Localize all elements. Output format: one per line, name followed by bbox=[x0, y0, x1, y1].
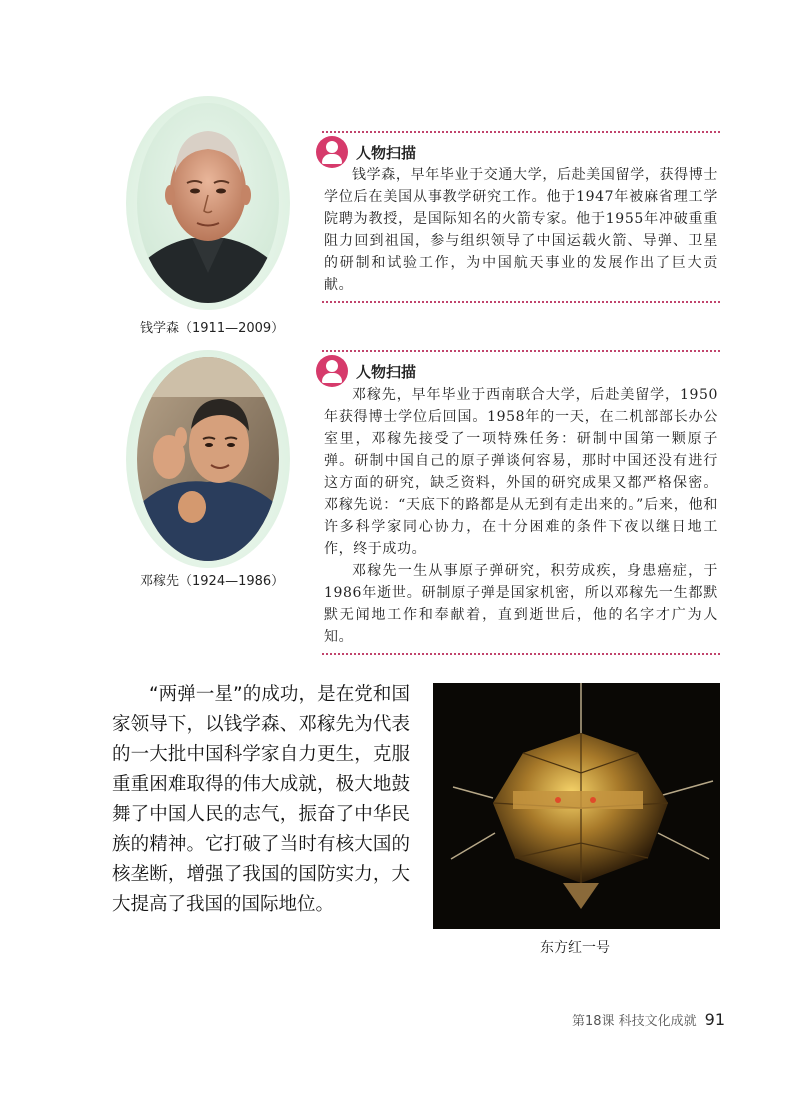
photo-caption: 东方红一号 bbox=[540, 940, 610, 956]
profile-heading-2 bbox=[316, 355, 416, 387]
main-paragraph: “两弹一星”的成功，是在党和国家领导下，以钱学森、邓稼先为代表的一大批中国科学家自力更生，克服重重困难取得的伟大成就，极大地鼓舞了中国人民的志气，振奋了中华民族的精神。它打破了当时有核大国的核垄断，增强了我国的国防实力，大大提高了我国的国际地位。 bbox=[112, 684, 410, 915]
dotted-rule-top-1 bbox=[322, 131, 720, 133]
caption-deng-jiaxian: 邓稼先（1924—1986） bbox=[140, 574, 285, 589]
profile-paragraph: 邓稼先，早年毕业于西南联合大学，后赴美留学，1950年获得博士学位后回国。1958年的一天，在二机部部长办公室里，邓稼先接受了一项特殊任务：研制中国第一颗原子弹。研制中国自己的原子弹谈何容易，那时中国还没有进行这方面的研究，缺乏资料，外国的研究成果又都严格保密。邓稼先说：“天底下的路都是从无到有走出来的。”后来，他和许多科学家同心协力，在十分困难的条件下夜以继日地工作，终于成功。 bbox=[324, 387, 718, 557]
profile-paragraph: 邓稼先一生从事原子弹研究，积劳成疾，身患癌症，于1986年逝世。研制原子弹是国家机密，所以邓稼先一生都默默无闻地工作和奉献着，直到逝世后，他的名字才广为人知。 bbox=[324, 563, 718, 645]
page-number: 91 bbox=[704, 1010, 725, 1029]
portrait-deng-image bbox=[137, 357, 279, 561]
page-footer bbox=[545, 1010, 725, 1029]
satellite-dongfanghong-image bbox=[433, 683, 720, 929]
dotted-rule-bottom-2 bbox=[322, 653, 720, 655]
lesson-title: 第18课 科技文化成就 bbox=[571, 1014, 697, 1029]
satellite-photo bbox=[433, 683, 720, 929]
portrait-deng-jiaxian bbox=[137, 357, 279, 561]
profile-heading-label: 人物扫描 bbox=[356, 143, 417, 162]
caption-qian-xuesen: 钱学森（1911—2009） bbox=[140, 321, 285, 336]
dotted-rule-top-2 bbox=[322, 350, 720, 352]
profile-text-deng bbox=[324, 384, 718, 648]
profile-paragraph: 钱学森，早年毕业于交通大学，后赴美国留学，获得博士学位后在美国从事教学研究工作。他于1947年被麻省理工学院聘为教授，是国际知名的火箭专家。他于1955年冲破重重阻力回到祖国，参与组织领导了中国运载火箭、导弹、卫星的研制和试验工作，为中国航天事业的发展作出了巨大贡献。 bbox=[324, 167, 718, 293]
portrait-qian-xuesen bbox=[137, 103, 279, 303]
portrait-qian-image bbox=[137, 103, 279, 303]
dotted-rule-bottom-1 bbox=[322, 301, 720, 303]
main-body-text bbox=[112, 680, 410, 920]
profile-heading-label: 人物扫描 bbox=[356, 362, 417, 381]
person-icon bbox=[316, 355, 348, 387]
profile-text-qian bbox=[324, 164, 718, 296]
